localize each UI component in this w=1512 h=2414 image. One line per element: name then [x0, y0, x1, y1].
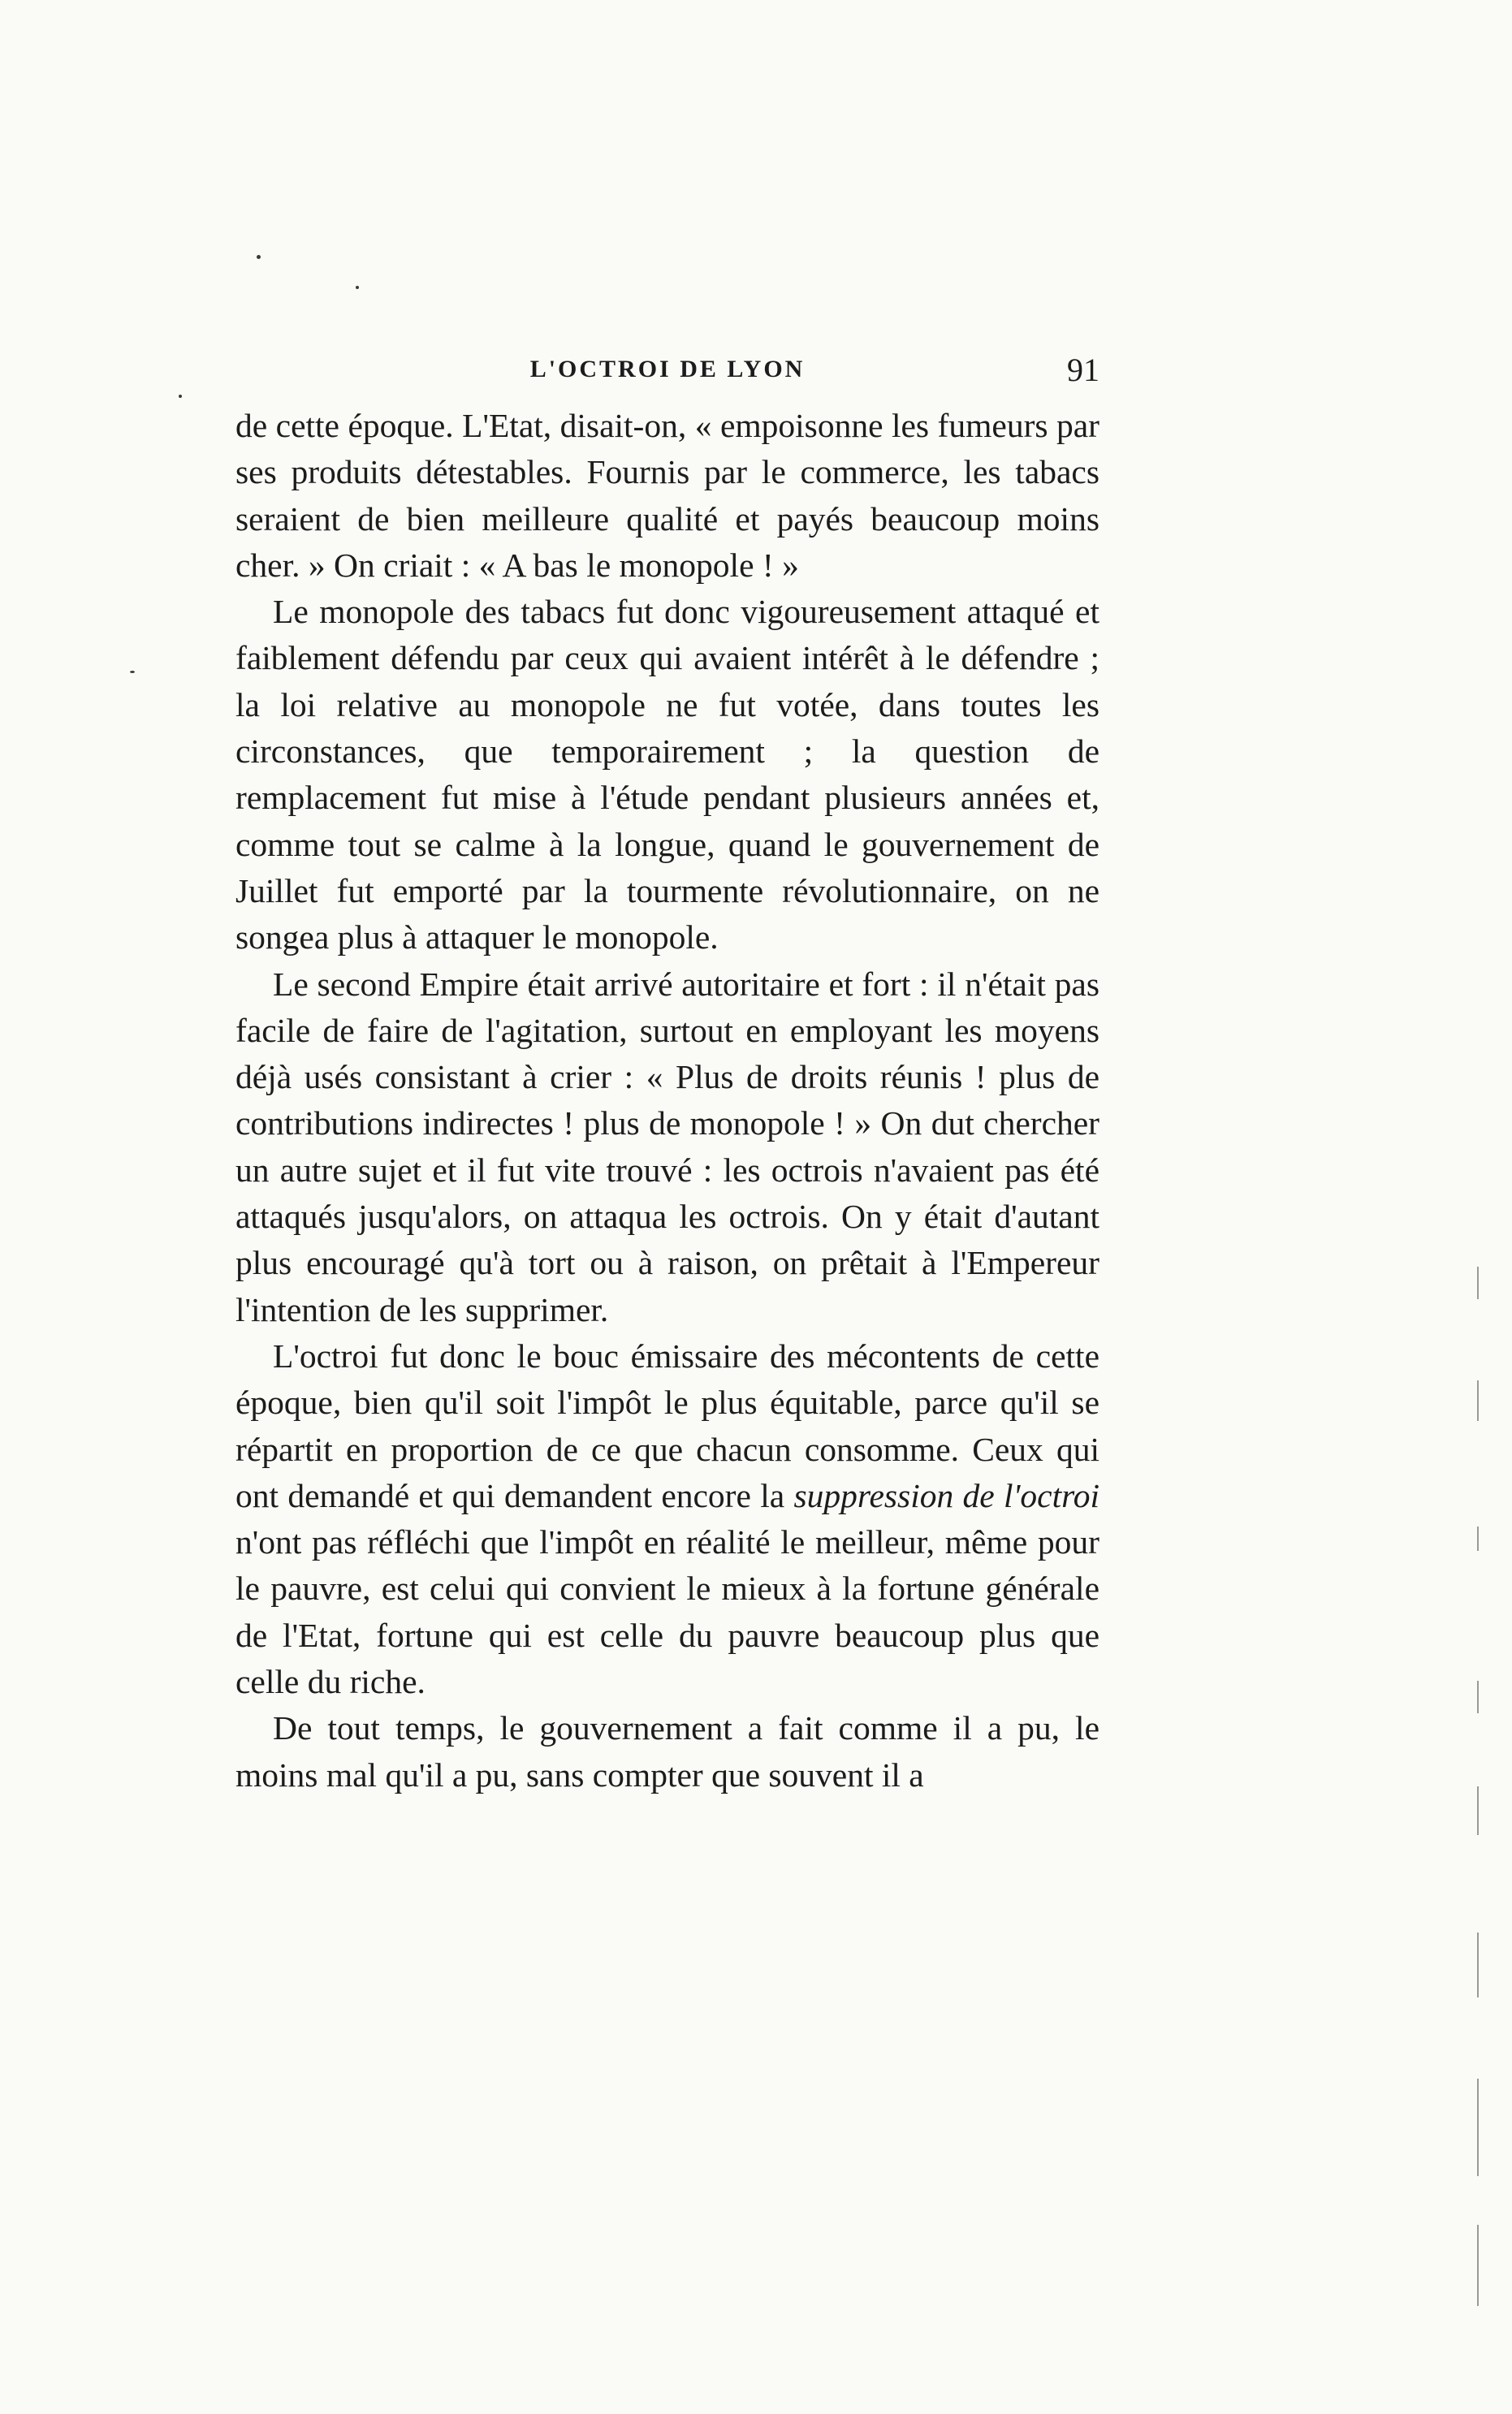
page-number: 91 [1067, 352, 1099, 388]
scan-margin-line [1477, 1267, 1479, 1299]
scan-margin-line [1477, 1681, 1479, 1713]
body-text [235, 403, 1099, 1799]
text-run: Le second Empire était arrivé autoritaire et fort : il n'était pas facile de faire de l'agitation, surtout en employant les moyens déjà usés consistant à crier : « Plus de droits réunis ! plus de contributions indirectes ! plus de monopole ! » On dut chercher un autre sujet et il fut vite trouvé : les octrois n'avaient pas été attaqués jusqu'alors, on attaqua les octrois. On y était d'autant plus encouragé qu'à tort ou à raison, on prêtait à l'Empereur l'intention de les supprimer. [235, 965, 1099, 1328]
paragraph [235, 403, 1099, 589]
scan-margin-line [1477, 2225, 1479, 2306]
scan-margin-line [1477, 2079, 1479, 2176]
scan-margin-line [1477, 1527, 1479, 1551]
italic-phrase: suppression de l'octroi [793, 1476, 1099, 1514]
paragraph [235, 589, 1099, 961]
text-run: de cette époque. L'Etat, disait-on, « empoisonne les fumeurs par ses produits détestables. Fournis par le commerce, les tabacs seraient de bien meilleure qualité et payés beaucoup moins cher. » On criait : « A bas le monopole ! » [235, 407, 1099, 584]
text-run: L'octroi fut donc le bouc émissaire des mécontents de cette époque, bien qu'il soit l'impôt le plus équitable, parce qu'il se répartit en proportion de ce que chacun consomme. Ceux qui ont demandé et qui demandent encore la [235, 1337, 1099, 1514]
text-run: n'ont pas réfléchi que l'impôt en réalité le meilleur, même pour le pauvre, est celui qui convient le mieux à la fortune générale de l'Etat, fortune qui est celle du pauvre beaucoup plus que celle du riche. [235, 1523, 1099, 1701]
scan-speck [130, 671, 135, 673]
paragraph [235, 961, 1099, 1333]
scan-margin-line [1477, 1380, 1479, 1421]
scan-speck [179, 395, 182, 398]
scan-speck [356, 286, 359, 289]
running-title: L'OCTROI DE LYON [529, 356, 806, 382]
scan-speck [257, 255, 261, 259]
scan-margin-line [1477, 1786, 1479, 1835]
scan-margin-line [1477, 1932, 1479, 1997]
running-head [235, 352, 1099, 396]
paragraph [235, 1705, 1099, 1799]
text-run: De tout temps, le gouvernement a fait comme il a pu, le moins mal qu'il a pu, sans compter que souvent il a [235, 1709, 1099, 1794]
text-run: Le monopole des tabacs fut donc vigoureusement attaqué et faiblement défendu par ceux qui avaient intérêt à le défendre ; la loi relative au monopole ne fut votée, dans toutes les circonstances, que temporairement ; la question de remplacement fut mise à l'étude pendant plusieurs années et, comme tout se calme à la longue, quand le gouvernement de Juillet fut emporté par la tourmente révolutionnaire, on ne songea plus à attaquer le monopole. [235, 593, 1099, 957]
paragraph [235, 1333, 1099, 1705]
